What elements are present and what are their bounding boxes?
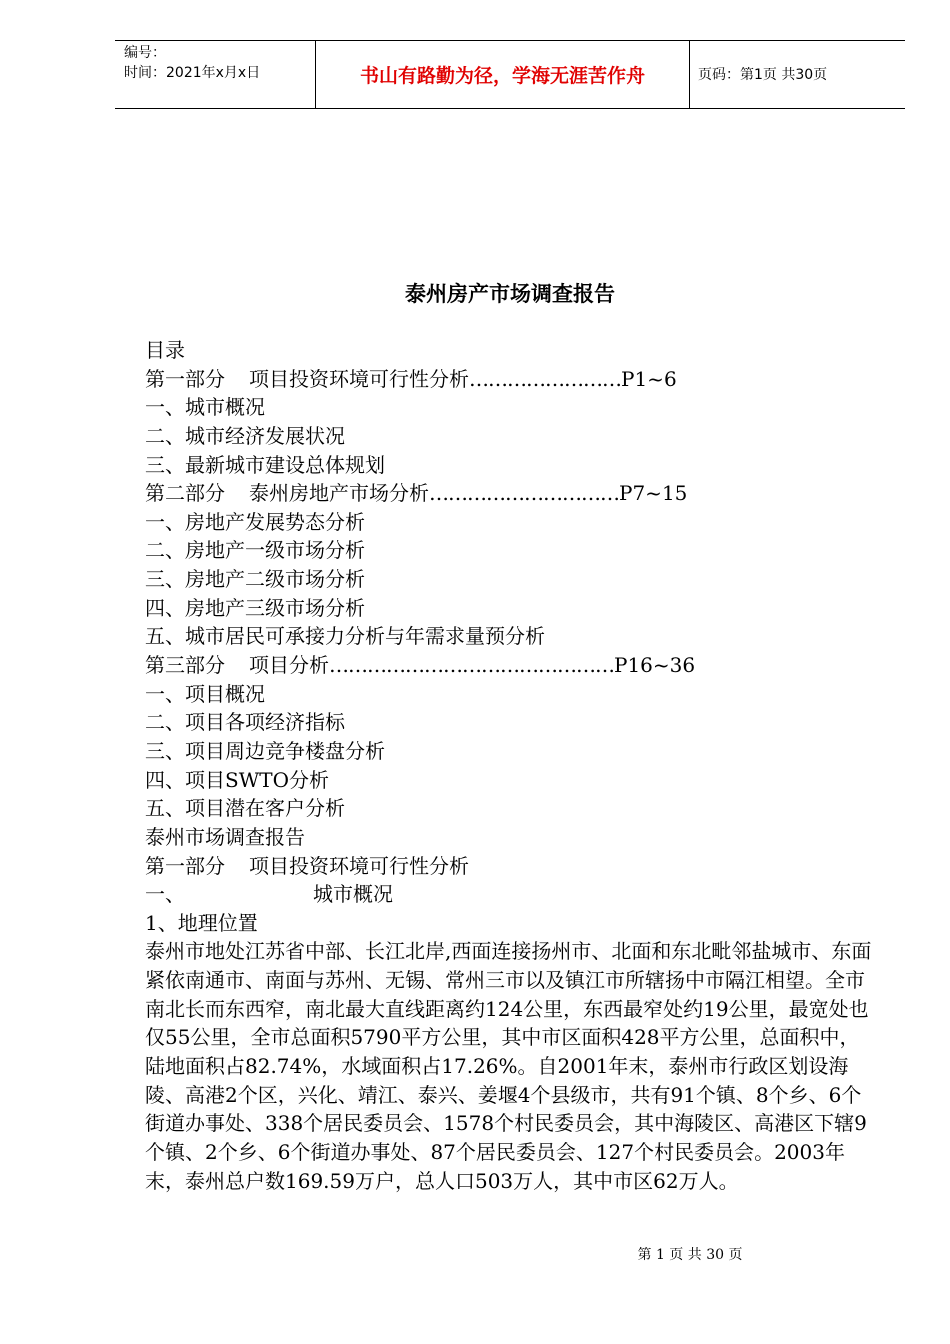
subsection-heading: 1、地理位置: [145, 910, 258, 935]
header-motto: 书山有路勤为径，学海无涯苦作舟: [359, 65, 645, 87]
toc-item: 四、项目SWTO分析: [145, 767, 329, 792]
toc-item: 二、项目各项经济指标: [145, 710, 345, 735]
toc-leader-dots: ……………………: [469, 366, 621, 391]
toc-part-title: 项目投资环境可行性分析: [249, 366, 469, 391]
toc-leader-dots: …………………………: [429, 481, 619, 506]
header-meta-cell: [115, 41, 316, 108]
toc-part-label: 第二部分: [145, 481, 225, 506]
section-part-heading: [145, 852, 885, 881]
document-number-label: 编号：: [124, 45, 166, 61]
section-title: 城市概况: [313, 882, 393, 907]
toc-item: 一、房地产发展势态分析: [145, 509, 365, 534]
toc-page-range: P7~15: [619, 481, 688, 506]
toc-item: 三、最新城市建设总体规划: [145, 452, 385, 477]
section-number: 一、: [145, 882, 185, 907]
document-body: [145, 336, 885, 1195]
toc-part-label: 第一部分: [145, 366, 225, 391]
toc-item: 一、项目概况: [145, 681, 265, 706]
section-heading: [145, 880, 885, 909]
toc-item: 五、城市居民可承接力分析与年需求量预分析: [145, 624, 545, 649]
section-part-title: 项目投资环境可行性分析: [249, 853, 469, 878]
toc-part-title: 泰州房地产市场分析: [249, 481, 429, 506]
toc-item: 四、房地产三级市场分析: [145, 595, 365, 620]
toc-item: 一、城市概况: [145, 395, 265, 420]
toc-page-range: P16~36: [614, 653, 696, 678]
toc-part-title: 项目分析: [249, 653, 329, 678]
header-page-info: 页码：第1页 共30页: [698, 67, 828, 83]
document-time-label: 时间：2021年x月x日: [124, 65, 261, 81]
header-motto-cell: [316, 41, 690, 108]
report-title: 泰州市场调查报告: [145, 824, 305, 849]
toc-part-1: [145, 365, 885, 394]
toc-part-2: [145, 479, 885, 508]
toc-item: 三、房地产二级市场分析: [145, 567, 365, 592]
toc-item: 三、项目周边竞争楼盘分析: [145, 738, 385, 763]
toc-leader-dots: ………………………………………: [329, 653, 614, 678]
toc-part-label: 第三部分: [145, 653, 225, 678]
body-paragraph: 泰州市地处江苏省中部、长江北岸,西面连接扬州市、北面和东北毗邻盐城市、东面紧依南通市、南面与苏州、无锡、常州三市以及镇江市所辖扬中市隔江相望。全市南北长而东西窄，南北最大直线距离约124公里，东西最窄处约19公里，最宽处也仅55公里，全市总面积5790平方公里，其中市区面积428平方公里，总面积中，陆地面积占82.74%，水域面积占17.26%。自2001年末，泰州市行政区划设海陵、高港2个区，兴化、靖江、泰兴、姜堰4个县级市，共有91个镇、8个乡、6个街道办事处、338个居民委员会、1578个村民委员会，其中海陵区、高港区下辖9个镇、2个乡、6个街道办事处、87个居民委员会、127个村民委员会。2003年末，泰州总户数169.59万户，总人口503万人，其中市区62万人。: [145, 939, 872, 1193]
toc-part-3: [145, 651, 885, 680]
section-part-label: 第一部分: [145, 853, 225, 878]
toc-item: 二、城市经济发展状况: [145, 423, 345, 448]
document-title: 泰州房产市场调查报告: [405, 282, 615, 306]
header-page-cell: [690, 41, 905, 108]
page-header: [115, 40, 905, 109]
toc-item: 二、房地产一级市场分析: [145, 538, 365, 563]
toc-heading: 目录: [145, 338, 185, 362]
toc-page-range: P1~6: [621, 366, 677, 391]
toc-item: 五、项目潜在客户分析: [145, 796, 345, 821]
page-footer: 第 1 页 共 30 页: [637, 1247, 743, 1263]
